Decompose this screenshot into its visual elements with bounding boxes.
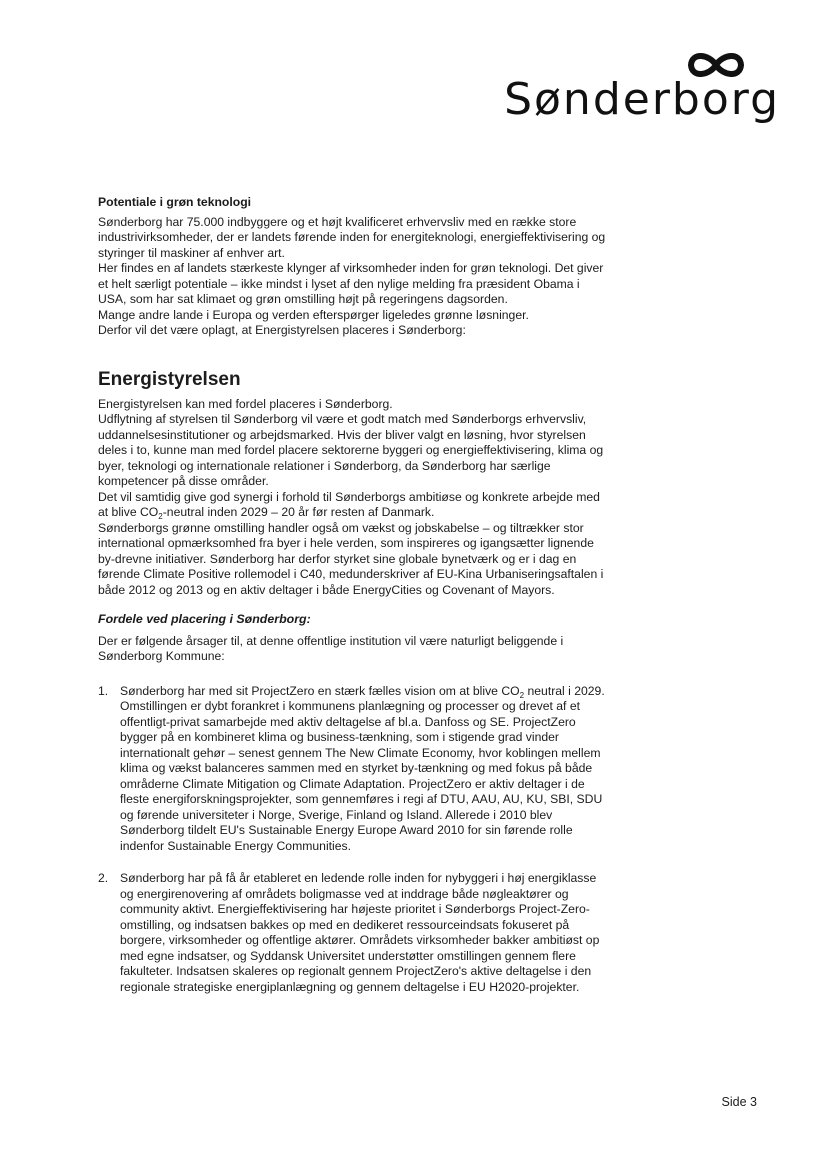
- paragraph-co2: Det vil samtidig give god synergi i forhold til Sønderborgs ambitiøse og konkrete arbejde med at blive $CO_2$-neutral inden 2029 – 20 år før resten af Danmark.: [98, 489, 600, 521]
- paragraph: Energistyrelsen kan med fordel placeres i Sønderborg.: [98, 396, 393, 411]
- paragraph: Her findes en af landets stærkeste klynger af virksomheder inden for grøn teknologi. Det giver et helt særligt potentiale – ikke mindst i lyset af den nylige melding fra præsident Obama i USA, som har sat klimaet og grøn omstilling højt på regeringens dagsorden.: [98, 261, 604, 306]
- list-number: 2.: [98, 871, 109, 885]
- paragraph: Udflytning af styrelsen til Sønderborg vil være et godt match med Sønderborgs erhvervsliv, uddannelsesinstitutioner og arbejdsmarked. Hvis der bliver valgt en løsning, hvor styrelsen deles i to, kunne man med fordel placere sektorerne byggeri og energieffektivisering, klima og byer, teknologi og internationale relationer i Sønderborg, da Sønderborg har særlige kompetencer på disse områder.: [98, 412, 604, 488]
- paragraph: Sønderborg har 75.000 indbyggere og et højt kvalificeret erhvervsliv med en række store industrivirksomheder, der er landets førende inden for energiteknologi, energieffektivisering og styringer til maskiner af enhver art.: [98, 214, 606, 260]
- paragraph-intro: Der er følgende årsager til, at denne offentlige institution vil være naturligt beliggende i Sønderborg Kommune:: [98, 633, 564, 663]
- list-number: 1.: [98, 683, 109, 698]
- heading-fordele: Fordele ved placering i Sønderborg:: [98, 612, 311, 626]
- logo-wordmark: Sønderborg: [504, 74, 780, 125]
- paragraph: Sønderborgs grønne omstilling handler også om vækst og jobskabelse – og tiltrækker stor international opmærksomhed fra byer i hele verden, som inspireres og igangsætter lignende by-drevne initiativer. Sønderborg har derfor styrket sine globale bynetværk og er i dag en førende Climate Positive rollemodel i C40, medunderskriver af EU-Kina Urbaniseringsaftalen i både 2012 og 2013 og en aktiv deltager i både EnergyCities og Covenant of Mayors.: [98, 520, 604, 597]
- list-item: 1. Sønderborg har med sit ProjectZero en stærk fælles vision om at blive $CO_2$ neutral i 2029. Omstillingen er dybt forankret i kommunens planlægning og processer og drevet af et offentligt-privat samarbejde med aktiv deltagelse af bl.a. Danfoss og SE. ProjectZero bygger på en kombineret klima og business-tænkning, som i stigende grad vinder internationalt gehør – senest gennem The New Climate Economy, hvor koblingen mellem klima og vækst balanceres sammen med en styrket by-tænkning og med fokus på både områderne Climate Mitigation og Climate Adaptation. ProjectZero er aktiv deltager i de fleste energiforskningsprojekter, som gennemføres i regi af DTU, AAU, AU, KU, SBI, SDU og førende universiteter i Norge, Sverige, Finland og Island. Allerede i 2010 blev Sønderborg tildelt EU's Sustainable Energy Europe Award 2010 for sin førende rolle indenfor Sustainable Energy Communities.: [98, 683, 605, 853]
- letter-body: [98, 195, 608, 995]
- list-item: 2. Sønderborg har på få år etableret en ledende rolle inden for nybyggeri i høj energiklasse og energirenovering af områdets boligmasse ved at inddrage både nøgleaktører og community aktivt. Energieffektivisering har højeste prioritet i Sønderborgs Project-Zero-omstilling, og indsatsen bakkes op med en dedikeret ressourceindsats fokuseret på borgere, virksomheder og offentlige aktører. Områdets virksomheder bakker ambitiøst op med egne indsatser, og Syddansk Universitet understøtter omstillingen gennem flere fakulteter. Indsatsen skaleres op regionalt gennem ProjectZero's aktive deltagelse i den regionale strategiske energiplanlægning og gennem deltagelse i EU H2020-projekter.: [98, 871, 600, 994]
- paragraph: Derfor vil det være oplagt, at Energistyrelsen placeres i Sønderborg:: [98, 323, 466, 337]
- heading-energistyrelsen: Energistyrelsen: [98, 368, 241, 390]
- heading-potentiale: Potentiale i grøn teknologi: [98, 195, 252, 209]
- paragraph: Mange andre lande i Europa og verden efterspørger ligeledes grønne løsninger.: [98, 307, 529, 322]
- page-number: Side 3: [721, 1095, 757, 1109]
- sonderborg-logo: [504, 46, 780, 125]
